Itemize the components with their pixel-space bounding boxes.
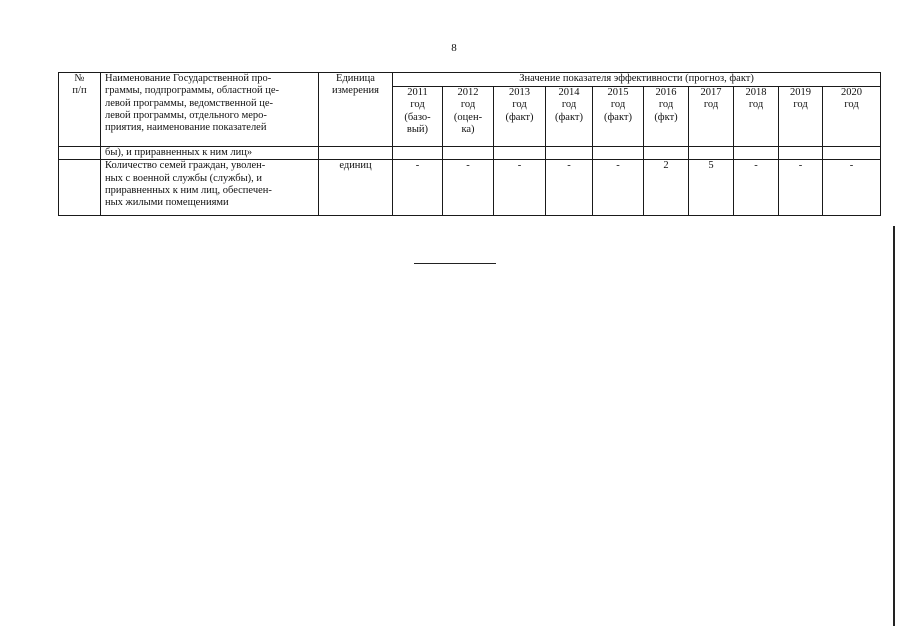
year-line: 2013 (509, 87, 530, 98)
row-name-line: ных жилыми помещениями (105, 197, 229, 209)
continuation-value-cell (393, 147, 443, 160)
value-cell-2014: - (546, 160, 593, 216)
value-cell-2019: - (779, 160, 823, 216)
year-line: (оцен- (453, 111, 483, 123)
continuation-value-cell (779, 147, 823, 160)
row-num-cell (59, 160, 101, 216)
year-line: 2011 (407, 87, 428, 98)
continuation-value-cell (443, 147, 494, 160)
year-line: (базо- (404, 111, 431, 123)
header-unit-line: измерения (332, 85, 379, 97)
value-cell-2012: - (443, 160, 494, 216)
year-line: (факт) (554, 111, 583, 123)
row-name-cell (101, 160, 319, 216)
continuation-value-cell (644, 147, 689, 160)
year-header-2016 (644, 87, 689, 147)
header-row-group (59, 73, 881, 87)
continuation-value-cell (689, 147, 734, 160)
row-name-line: Количество семей граждан, уволен- (105, 160, 266, 172)
header-unit-cell (319, 73, 393, 147)
continuation-name-cell: бы), и приравненных к ним лиц» (101, 147, 319, 160)
header-name-line: левой программы, отдельного меро- (105, 109, 267, 121)
year-line: год (610, 99, 626, 111)
table-row (59, 160, 881, 216)
year-header-2012 (443, 87, 494, 147)
value-cell-2015: - (593, 160, 644, 216)
year-header-2017 (689, 87, 734, 147)
value-cell-2016: 2 (644, 160, 689, 216)
year-line: год (703, 99, 719, 111)
year-line: год (410, 99, 425, 111)
header-name-line: Наименование Государственной про- (105, 73, 272, 84)
continuation-row (59, 147, 881, 160)
continuation-value-cell (823, 147, 881, 160)
page-number: 8 (451, 42, 457, 54)
year-line: (факт) (603, 111, 632, 123)
year-header-2020 (823, 87, 881, 147)
header-unit-line: Единица (336, 73, 375, 84)
year-line: (факт) (505, 111, 534, 123)
row-unit-cell: единиц (319, 160, 393, 216)
year-line: вый) (406, 123, 429, 135)
header-name-cell (101, 73, 319, 147)
year-line: год (512, 99, 527, 111)
year-line: год (793, 99, 808, 111)
year-line: 2017 (700, 87, 722, 98)
year-line: 2015 (607, 87, 629, 98)
year-line: ка) (461, 123, 475, 135)
header-indicator-group: Значение показателя эффективности (прогноз, факт) (393, 73, 881, 87)
indicators-table (58, 72, 881, 216)
year-line: 2012 (457, 87, 479, 98)
row-name-line: приравненных к ним лиц, обеспечен- (105, 184, 272, 196)
value-cell-2011: - (393, 160, 443, 216)
header-num-line: п/п (72, 85, 87, 97)
year-line: год (844, 99, 859, 111)
year-line: 2020 (841, 87, 863, 98)
year-line: год (460, 99, 476, 111)
year-line: год (561, 99, 577, 111)
continuation-value-cell (494, 147, 546, 160)
year-header-2019 (779, 87, 823, 147)
value-cell-2018: - (734, 160, 779, 216)
year-header-2018 (734, 87, 779, 147)
continuation-value-cell (734, 147, 779, 160)
year-line: 2018 (745, 87, 767, 98)
continuation-value-cell (593, 147, 644, 160)
header-name-line: левой программы, ведомственной це- (105, 97, 273, 109)
scan-edge-line (893, 226, 895, 626)
year-line: 2019 (790, 87, 811, 98)
value-cell-2020: - (823, 160, 881, 216)
year-header-2015 (593, 87, 644, 147)
year-line: год (658, 99, 674, 111)
header-name-line: приятия, наименование показателей (105, 122, 267, 134)
row-name-line: ных с военной службы (службы), и (105, 172, 263, 184)
year-header-2011 (393, 87, 443, 147)
year-line: (фкт) (654, 111, 678, 123)
year-header-2014 (546, 87, 593, 147)
header-num-cell (59, 73, 101, 147)
header-name-line: граммы, подпрограммы, областной це- (105, 85, 280, 97)
header-num-line: № (74, 73, 85, 84)
continuation-value-cell (546, 147, 593, 160)
year-header-2013 (494, 87, 546, 147)
year-line: 2016 (655, 87, 677, 98)
value-cell-2017: 5 (689, 160, 734, 216)
value-cell-2013: - (494, 160, 546, 216)
year-line: год (748, 99, 764, 111)
year-line: 2014 (558, 87, 580, 98)
end-of-document-rule (414, 263, 496, 264)
continuation-unit-cell (319, 147, 393, 160)
continuation-num-cell (59, 147, 101, 160)
